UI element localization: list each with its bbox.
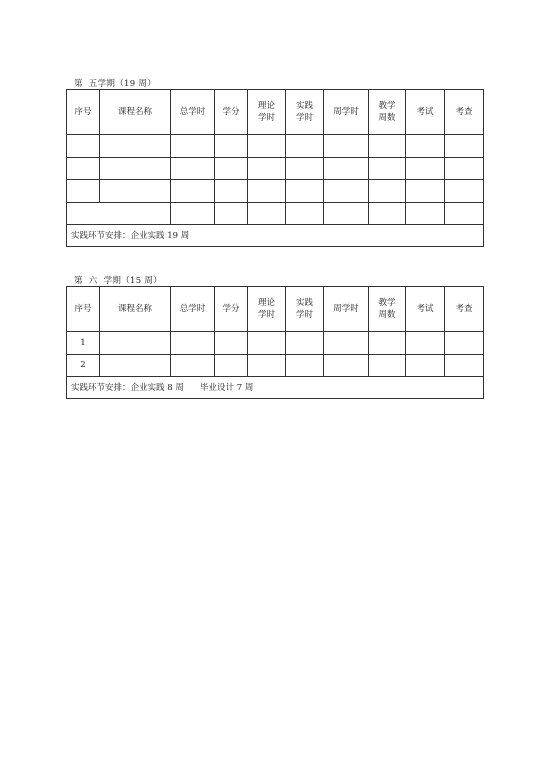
- header-credits: 学分: [215, 90, 248, 135]
- header-practice-line1: 实践: [295, 298, 313, 308]
- practice-arrangement-note: 实践环节安排：企业实践 8 周 毕业设计 7 周: [67, 377, 484, 399]
- practice-arrangement-row: [67, 377, 484, 399]
- cell: [286, 202, 324, 225]
- cell: [369, 202, 406, 225]
- header-assessment: 考查: [445, 287, 484, 332]
- cell: [406, 135, 445, 158]
- header-practice-line1: 实践: [295, 101, 313, 111]
- cell: [324, 202, 369, 225]
- cell: [248, 202, 286, 225]
- cell-merged: [67, 202, 171, 225]
- cell: [445, 202, 484, 225]
- header-weeks-line1: 教学: [378, 298, 396, 308]
- cell: [286, 354, 324, 377]
- cell: [406, 202, 445, 225]
- cell: [324, 180, 369, 203]
- cell: [215, 202, 248, 225]
- table-header-row: [67, 90, 484, 135]
- cell: [248, 332, 286, 355]
- cell: [100, 180, 171, 203]
- semester-5-course-table: [66, 89, 484, 247]
- cell: [100, 332, 171, 355]
- header-credits: 学分: [215, 287, 248, 332]
- semester-6-title: 第 六 学期（15 周）: [74, 276, 163, 286]
- header-practice-hours: [286, 90, 324, 135]
- header-seq: 序号: [67, 287, 100, 332]
- header-exam: 考试: [406, 90, 445, 135]
- cell: [171, 157, 215, 180]
- cell: [369, 157, 406, 180]
- header-theory-line2: 学时: [257, 113, 275, 123]
- header-weeks-line1: 教学: [378, 101, 396, 111]
- cell: [406, 157, 445, 180]
- cell: [215, 180, 248, 203]
- header-weeks-line2: 周数: [378, 310, 396, 320]
- header-course-name: 课程名称: [100, 287, 171, 332]
- cell: [100, 157, 171, 180]
- cell: [171, 354, 215, 377]
- cell: [248, 157, 286, 180]
- header-weekly-hours: 周学时: [324, 287, 369, 332]
- header-theory-line1: 理论: [257, 101, 275, 111]
- cell: [286, 157, 324, 180]
- header-practice-line2: 学时: [295, 113, 313, 123]
- cell: [248, 354, 286, 377]
- cell: [445, 180, 484, 203]
- table-row: [67, 157, 484, 180]
- cell: [406, 354, 445, 377]
- semester-6-course-table: [66, 286, 484, 399]
- practice-arrangement-row: [67, 225, 484, 247]
- cell: [100, 354, 171, 377]
- header-theory-hours: [248, 90, 286, 135]
- cell: [369, 180, 406, 203]
- cell: [286, 180, 324, 203]
- cell: [445, 157, 484, 180]
- cell: [324, 354, 369, 377]
- header-teaching-weeks: [369, 287, 406, 332]
- cell: [171, 332, 215, 355]
- cell: [406, 332, 445, 355]
- cell: [100, 135, 171, 158]
- cell: [445, 135, 484, 158]
- cell: [215, 354, 248, 377]
- table-row: [67, 332, 484, 355]
- header-weekly-hours: 周学时: [324, 90, 369, 135]
- header-assessment: 考查: [445, 90, 484, 135]
- header-practice-hours: [286, 287, 324, 332]
- table-row: [67, 135, 484, 158]
- cell: [406, 180, 445, 203]
- cell: [286, 135, 324, 158]
- cell: [324, 135, 369, 158]
- cell: [215, 135, 248, 158]
- header-theory-hours: [248, 287, 286, 332]
- cell-seq: [67, 135, 100, 158]
- header-total-hours: 总学时: [171, 90, 215, 135]
- header-total-hours: 总学时: [171, 287, 215, 332]
- cell-seq: 2: [67, 354, 100, 377]
- cell: [369, 135, 406, 158]
- cell: [248, 180, 286, 203]
- header-course-name: 课程名称: [100, 90, 171, 135]
- cell: [215, 157, 248, 180]
- cell: [248, 135, 286, 158]
- header-weeks-line2: 周数: [378, 113, 396, 123]
- header-teaching-weeks: [369, 90, 406, 135]
- cell: [171, 202, 215, 225]
- cell: [445, 354, 484, 377]
- header-practice-line2: 学时: [295, 310, 313, 320]
- cell: [171, 135, 215, 158]
- table-header-row: [67, 287, 484, 332]
- practice-arrangement-note: 实践环节安排：企业实践 19 周: [67, 225, 484, 247]
- cell: [286, 332, 324, 355]
- header-theory-line1: 理论: [257, 298, 275, 308]
- cell-seq: [67, 157, 100, 180]
- cell: [171, 180, 215, 203]
- cell: [369, 332, 406, 355]
- header-theory-line2: 学时: [257, 310, 275, 320]
- cell: [369, 354, 406, 377]
- table-row: [67, 354, 484, 377]
- cell: [215, 332, 248, 355]
- cell: [445, 332, 484, 355]
- semester-5-title: 第 五学期（19 周）: [74, 79, 157, 89]
- cell-seq: [67, 180, 100, 203]
- cell-seq: 1: [67, 332, 100, 355]
- cell: [324, 157, 369, 180]
- table-row: [67, 202, 484, 225]
- header-seq: 序号: [67, 90, 100, 135]
- table-row: [67, 180, 484, 203]
- cell: [324, 332, 369, 355]
- header-exam: 考试: [406, 287, 445, 332]
